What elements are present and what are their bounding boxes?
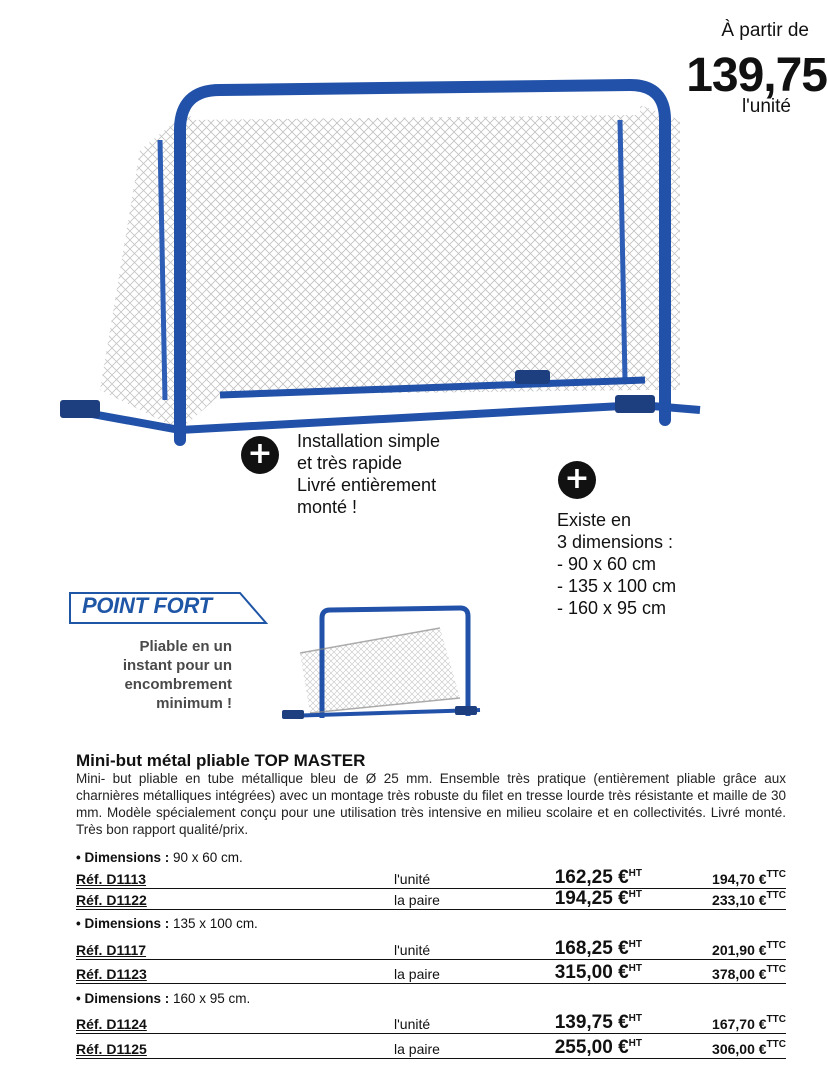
plus-icon: + xyxy=(241,436,279,474)
unit-label: la paire xyxy=(394,1041,440,1057)
row-divider xyxy=(76,983,786,985)
unit-label: l'unité xyxy=(394,1016,431,1032)
table-row xyxy=(76,867,786,889)
size-item: - 160 x 95 cm xyxy=(557,598,667,618)
ref-code: Réf. D1123 xyxy=(76,966,147,982)
from-unit: l'unité xyxy=(741,96,791,117)
from-label: À partir de xyxy=(721,20,809,41)
feature-sizes-intro: Existe en 3 dimensions : xyxy=(557,510,674,552)
price-ttc: 167,70 €$^{TTC}$ xyxy=(712,1014,786,1032)
price-ttc: 194,70 €$^{TTC}$ xyxy=(712,869,786,887)
ref-code: Réf. D1124 xyxy=(76,1016,147,1032)
price-ttc: 378,00 €$^{TTC}$ xyxy=(712,964,786,982)
price-ht: 162,25 €$^{HT}$ xyxy=(554,867,642,888)
dimension-line: • Dimensions : 160 x 95 cm. xyxy=(76,991,251,1006)
ref-code: Réf. D1113 xyxy=(76,871,147,887)
unit-label: l'unité xyxy=(394,871,431,887)
table-row xyxy=(76,962,786,984)
product-description: Mini- but pliable en tube métallique bleu de Ø 25 mm. Ensemble très pratique (entièrement pliable grâce aux charnières métalliques intégrées) avec un montage très robuste du filet en tresse lourde très résistante et maille de 30 mm. Modèle spécialement conçu pour une utilisation très intensive en milieu scolaire et en collectivités. Livré monté. Très bon rapport qualité/prix. xyxy=(76,771,786,837)
price-ht: 315,00 €$^{HT}$ xyxy=(554,962,642,983)
size-item: - 135 x 100 cm xyxy=(557,576,677,596)
row-divider xyxy=(76,1058,786,1060)
plus-icon: + xyxy=(558,461,596,499)
price-ht: 255,00 €$^{HT}$ xyxy=(554,1037,642,1058)
product-title: Mini-but métal pliable TOP MASTER xyxy=(76,751,366,770)
price-ht: 139,75 €$^{HT}$ xyxy=(554,1012,642,1033)
price-ttc: 233,10 €$^{TTC}$ xyxy=(712,890,786,908)
point-fort-description: Pliable en un instant pour un encombrement minimum ! xyxy=(122,638,232,712)
goal-main-image xyxy=(40,60,760,460)
table-row xyxy=(76,888,786,910)
point-fort-label: POINT FORT xyxy=(82,593,212,618)
feature-sizes-list xyxy=(557,553,676,619)
row-divider xyxy=(76,959,786,961)
from-price: 139,75 xyxy=(686,49,827,102)
table-row xyxy=(76,1012,786,1034)
table-row xyxy=(76,938,786,960)
ref-code: Réf. D1117 xyxy=(76,942,147,958)
unit-label: la paire xyxy=(394,892,440,908)
price-ttc: 306,00 €$^{TTC}$ xyxy=(712,1039,786,1057)
dimension-line: • Dimensions : 90 x 60 cm. xyxy=(76,850,243,865)
ref-code: Réf. D1125 xyxy=(76,1041,147,1057)
unit-label: l'unité xyxy=(394,942,431,958)
unit-label: la paire xyxy=(394,966,440,982)
table-row xyxy=(76,1037,786,1059)
price-ttc: 201,90 €$^{TTC}$ xyxy=(712,940,786,958)
size-item: - 90 x 60 cm xyxy=(557,554,657,574)
row-divider xyxy=(76,909,786,911)
ref-code: Réf. D1122 xyxy=(76,892,147,908)
goal-folded-image xyxy=(280,598,500,733)
price-ht: 194,25 €$^{HT}$ xyxy=(554,888,642,909)
feature-installation: Installation simple et très rapide Livré entièrement monté ! xyxy=(297,431,441,517)
price-ht: 168,25 €$^{HT}$ xyxy=(554,938,642,959)
dimension-line: • Dimensions : 135 x 100 cm. xyxy=(76,916,258,931)
row-divider xyxy=(76,1033,786,1035)
